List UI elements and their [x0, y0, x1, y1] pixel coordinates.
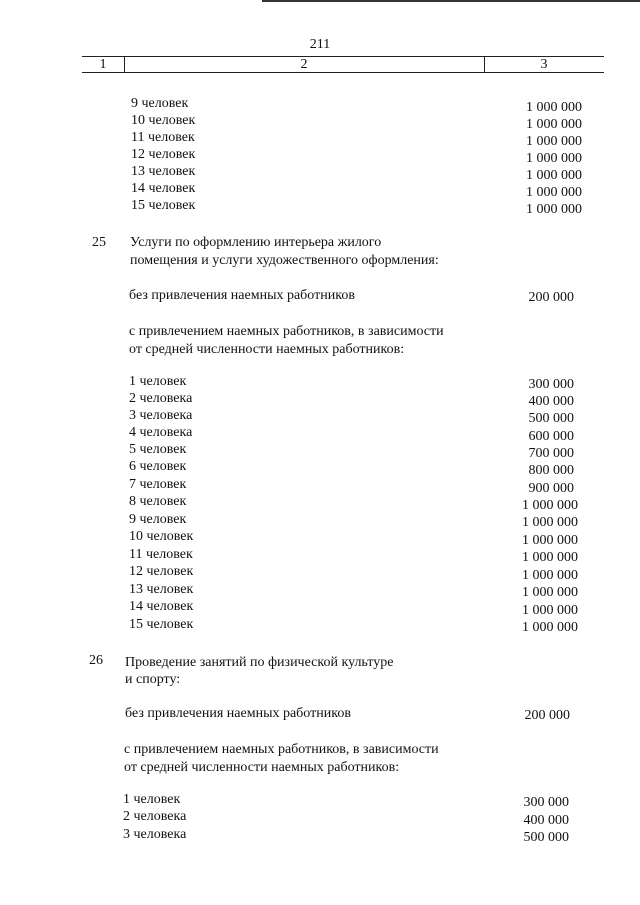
- list-item-amount: 1 000 000: [522, 568, 578, 583]
- section-25-title: помещения и услуги художественного оформления:: [130, 253, 439, 268]
- list-item-label: 5 человек: [129, 442, 187, 457]
- section-25-no-workers-label: без привлечения наемных работников: [129, 288, 355, 303]
- list-item-label: 8 человек: [129, 494, 187, 509]
- list-item-label: 12 человек: [131, 147, 196, 162]
- section-26-title: Проведение занятий по физической культуре: [125, 655, 394, 670]
- list-item-label: 11 человек: [131, 130, 195, 145]
- list-item-amount: 500 000: [528, 411, 574, 426]
- list-item-amount: 1 000 000: [522, 498, 578, 513]
- list-item-amount: 1 000 000: [526, 151, 582, 166]
- list-item-label: 14 человек: [129, 599, 194, 614]
- list-item-label: 15 человек: [129, 617, 194, 632]
- list-item-amount: 1 000 000: [526, 100, 582, 115]
- list-item-amount: 400 000: [523, 813, 569, 828]
- list-item-label: 10 человек: [131, 113, 196, 128]
- list-item-amount: 700 000: [528, 446, 574, 461]
- section-25-with-workers-text: от средней численности наемных работников:: [129, 342, 405, 357]
- list-item-amount: 900 000: [528, 481, 574, 496]
- section-25-number: 25: [92, 235, 106, 250]
- list-item-label: 9 человек: [131, 96, 189, 111]
- list-item-amount: 500 000: [523, 830, 569, 845]
- list-item-amount: 1 000 000: [522, 585, 578, 600]
- section-26-with-workers-text: от средней численности наемных работников:: [124, 760, 400, 775]
- list-item-amount: 1 000 000: [522, 515, 578, 530]
- list-item-amount: 1 000 000: [526, 117, 582, 132]
- page-number: 211: [309, 37, 331, 52]
- list-item-amount: 800 000: [528, 463, 574, 478]
- list-item-label: 6 человек: [129, 459, 187, 474]
- list-item-label: 9 человек: [129, 512, 187, 527]
- list-item-label: 1 человек: [123, 792, 181, 807]
- list-item-label: 14 человек: [131, 181, 196, 196]
- list-item-label: 1 человек: [129, 374, 187, 389]
- list-item-label: 3 человека: [129, 408, 193, 423]
- header-col-3: 3: [540, 57, 548, 72]
- list-item-label: 3 человека: [123, 827, 187, 842]
- list-item-amount: 600 000: [528, 429, 574, 444]
- list-item-amount: 300 000: [528, 377, 574, 392]
- table-header: [82, 56, 604, 73]
- list-item-amount: 1 000 000: [522, 603, 578, 618]
- list-item-label: 7 человек: [129, 477, 187, 492]
- list-item-amount: 1 000 000: [526, 168, 582, 183]
- list-item-amount: 1 000 000: [522, 533, 578, 548]
- list-item-amount: 1 000 000: [522, 550, 578, 565]
- list-item-amount: 400 000: [528, 394, 574, 409]
- list-item-label: 11 человек: [129, 547, 193, 562]
- header-col-1: 1: [99, 57, 107, 72]
- list-item-amount: 1 000 000: [526, 202, 582, 217]
- section-26-number: 26: [89, 653, 103, 668]
- list-item-amount: 300 000: [523, 795, 569, 810]
- list-item-label: 15 человек: [131, 198, 196, 213]
- list-item-amount: 1 000 000: [526, 134, 582, 149]
- section-26-no-workers-label: без привлечения наемных работников: [125, 706, 351, 721]
- list-item-amount: 1 000 000: [522, 620, 578, 635]
- list-item-label: 13 человек: [129, 582, 194, 597]
- header-col-2: 2: [300, 57, 308, 72]
- section-25-no-workers-amount: 200 000: [528, 290, 574, 305]
- section-25-title: Услуги по оформлению интерьера жилого: [130, 235, 382, 250]
- list-item-amount: 1 000 000: [526, 185, 582, 200]
- top-edge-rule: [262, 0, 640, 2]
- section-26-no-workers-amount: 200 000: [524, 708, 570, 723]
- list-item-label: 2 человека: [123, 809, 187, 824]
- section-26-title: и спорту:: [125, 672, 181, 687]
- section-26-with-workers-text: с привлечением наемных работников, в зависимости: [124, 742, 439, 757]
- list-item-label: 12 человек: [129, 564, 194, 579]
- section-25-with-workers-text: с привлечением наемных работников, в зависимости: [129, 324, 444, 339]
- list-item-label: 4 человека: [129, 425, 193, 440]
- list-item-label: 13 человек: [131, 164, 196, 179]
- list-item-label: 2 человека: [129, 391, 193, 406]
- list-item-label: 10 человек: [129, 529, 194, 544]
